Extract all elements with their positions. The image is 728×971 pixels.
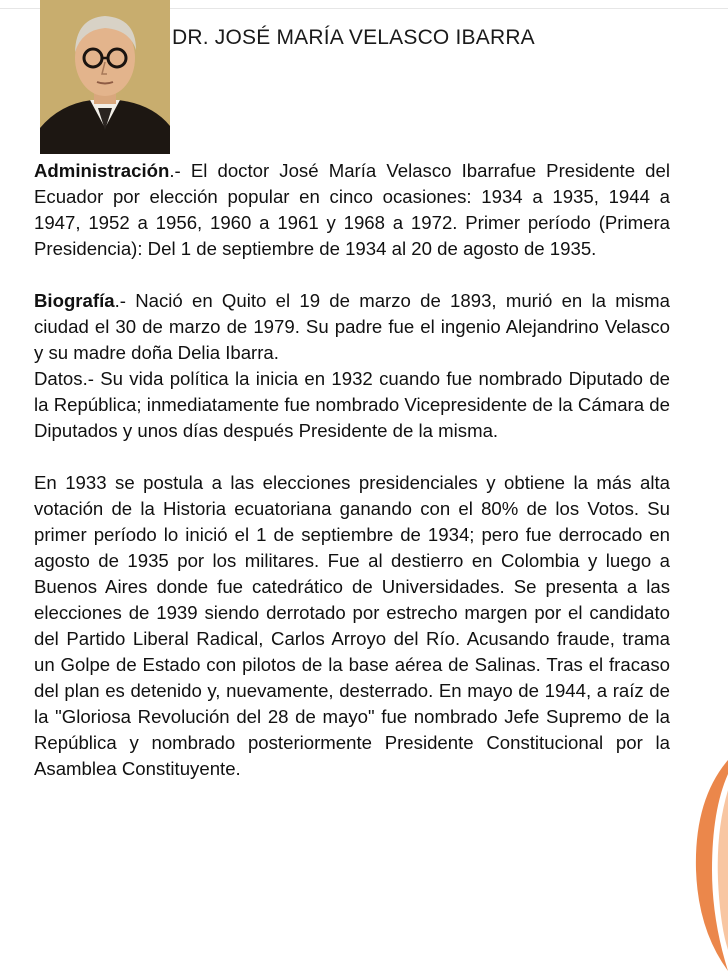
paragraph-text: Datos.- Su vida política la inicia en 1932 cuando fue nombrado Diputado de la República; inmediatamente fue nombrado Vicepresidente de la Cámara de Diputados y unos días después Presidente de la misma.	[34, 368, 670, 441]
page-title: DR. JOSÉ MARÍA VELASCO IBARRA	[172, 26, 535, 49]
paragraph-administracion	[34, 158, 670, 262]
paragraph-lead: Administración	[34, 160, 170, 181]
document-body	[34, 158, 670, 782]
paragraph-lead: Biografía	[34, 290, 115, 311]
paragraph-text: .- Nació en Quito el 19 de marzo de 1893, murió en la misma ciudad el 30 de marzo de 1979. Su padre fue el ingenio Alejandrino Velasco y su madre doña Delia Ibarra.	[34, 290, 670, 363]
paragraph-biografia	[34, 288, 670, 366]
paragraph-text: En 1933 se postula a las elecciones presidenciales y obtiene la más alta votación de la Historia ecuatoriana ganando con el 80% de los Votos. Su primer período lo inició el 1 de septiembre de 1934; pero fue derrocado en agosto de 1935 por los militares. Fue al destierro en Colombia y luego a Buenos Aires donde fue catedrático de Universidades. Se presenta a las elecciones de 1939 siendo derrotado por estrecho margen por el candidato del Partido Liberal Radical, Carlos Arroyo del Río. Acusando fraude, trama un Golpe de Estado con pilotos de la base aérea de Salinas. Tras el fracaso del plan es detenido y, nuevamente, desterrado. En mayo de 1944, a raíz de la "Gloriosa Revolución del 28 de mayo" fue nombrado Jefe Supremo de la República y nombrado posteriormente Presidente Constitucional por la Asamblea Constituyente.	[34, 472, 670, 779]
portrait-illustration	[40, 0, 170, 154]
paragraph-elecciones	[34, 470, 670, 782]
portrait-photo	[40, 0, 170, 154]
orange-swoosh-icon	[686, 760, 728, 971]
paragraph-datos	[34, 366, 670, 444]
paragraph-text: .- El doctor José María Velasco Ibarrafue Presidente del Ecuador por elección popular en cinco ocasiones: 1934 a 1935, 1944 a 1947, 1952 a 1956, 1960 a 1961 y 1968 a 1972. Primer período (Primera Presidencia): Del 1 de septiembre de 1934 al 20 de agosto de 1935.	[34, 160, 670, 259]
